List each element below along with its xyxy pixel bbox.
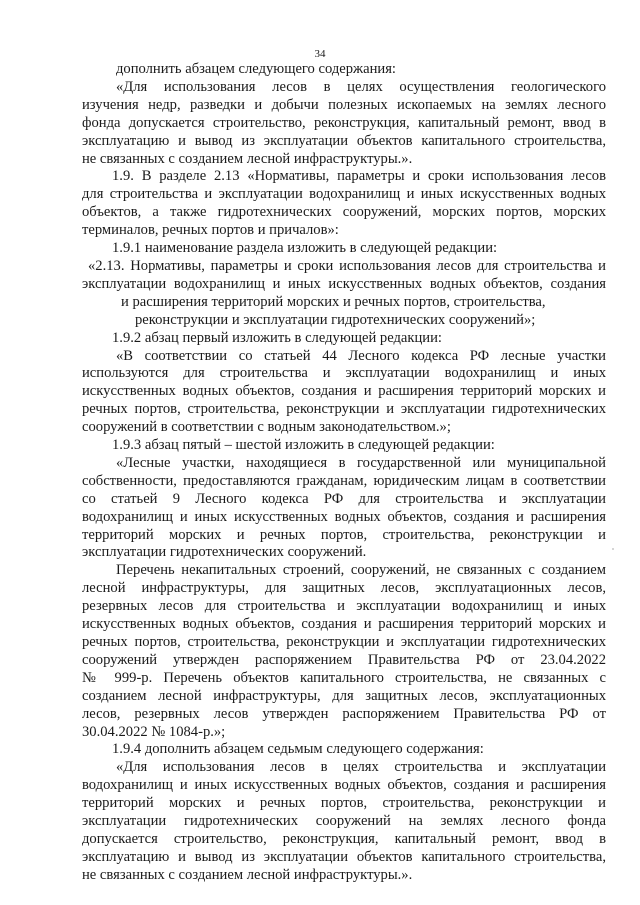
- document-body: [82, 61, 606, 885]
- text-line: эксплуатацию и вывод из эксплуатации объектов капитального строительства,: [82, 132, 606, 149]
- text-line: используются для строительства и эксплуатации водохранилищ и иных: [82, 365, 606, 382]
- text-line: не связанных с созданием лесной инфраструктуры.».: [82, 150, 413, 167]
- text-line: 1.9.1 наименование раздела изложить в следующей редакции:: [112, 240, 498, 257]
- text-line: 1.9.4 дополнить абзацем седьмым следующего содержания:: [112, 741, 484, 758]
- text-line: для строительства и эксплуатации водохранилищ и иных искусственных водных: [82, 186, 606, 203]
- page-number: 34: [314, 48, 326, 60]
- text-line: сооружений утвержден распоряжением Правительства РФ от 23.04.2022: [82, 651, 606, 668]
- text-line: со статьей 9 Лесного кодекса РФ для строительства и эксплуатации: [82, 490, 606, 507]
- text-line: искусственных водных объектов, создания и расширения территорий морских и: [82, 383, 606, 400]
- text-line: 1.9. В разделе 2.13 «Нормативы, параметры и сроки использования лесов: [112, 168, 606, 185]
- text-line: собственности, предоставляются гражданам, юридическим лицам в соответствии: [82, 472, 606, 489]
- text-line: «Лесные участки, находящиеся в государственной или муниципальной: [116, 454, 606, 471]
- text-line: эксплуатации водохранилищ и иных искусственных водных объектов, создания: [82, 275, 606, 292]
- text-line: сооружений в соответствии с водным законодательством.»;: [82, 419, 451, 436]
- text-line: объектов, а также гидротехнических сооружений, морских портов, морских: [82, 204, 606, 221]
- text-line: 30.04.2022 № 1084-р.»;: [82, 723, 226, 740]
- text-line: территорий морских и речных портов, строительства, реконструкции и: [82, 795, 606, 812]
- text-line: речных портов, строительства, реконструкции и эксплуатации гидротехнических: [82, 634, 606, 650]
- text-line: фонда допускается строительство, реконструкция, капитальный ремонт, ввод в: [82, 114, 606, 131]
- text-line: лесов, резервных лесов утвержден распоряжением Правительства РФ от: [82, 705, 606, 722]
- text-line: № 999-р. Перечень объектов капитального строительства, не связанных с: [82, 669, 606, 686]
- text-line: и расширения территорий морских и речных портов, строительства,: [121, 293, 546, 310]
- text-line: эксплуатации гидротехнических сооружений.: [82, 544, 367, 561]
- text-line: Перечень некапитальных строений, сооружений, не связанных с созданием: [116, 562, 606, 579]
- text-line: изучения недр, разведки и добычи полезных ископаемых на землях лесного: [82, 96, 606, 113]
- text-line: созданием лесной инфраструктуры, для защитных лесов, эксплуатационных: [82, 687, 606, 704]
- text-line: территорий морских и речных портов, строительства, реконструкции и: [82, 526, 606, 543]
- text-line: резервных лесов для строительства и эксплуатации водохранилищ и иных: [82, 598, 606, 615]
- text-line: искусственных водных объектов, создания и расширения территорий морских и: [82, 616, 606, 633]
- text-line: 1.9.3 абзац пятый – шестой изложить в следующей редакции:: [112, 437, 495, 454]
- text-line: терминалов, речных портов и причалов»:: [82, 222, 339, 239]
- text-line: водохранилищ и иных искусственных водных объектов, создания и расширения: [82, 508, 606, 525]
- text-line: не связанных с созданием лесной инфраструктуры.».: [82, 866, 413, 883]
- text-line: водохранилищ и иных искусственных водных объектов, создания и расширения: [82, 777, 606, 794]
- text-line: реконструкции и эксплуатации гидротехнических сооружений»;: [135, 311, 536, 328]
- scan-speck: [612, 548, 614, 550]
- text-line: речных портов, строительства, реконструкции и эксплуатации гидротехнических: [82, 401, 606, 418]
- text-line: эксплуатации гидротехнических сооружений на землях лесного фонда: [82, 813, 606, 830]
- text-line: «Для использования лесов в целях строительства и эксплуатации: [116, 759, 606, 776]
- text-line: 1.9.2 абзац первый изложить в следующей редакции:: [112, 329, 442, 346]
- text-line: «В соответствии со статьей 44 Лесного кодекса РФ лесные участки: [116, 347, 606, 364]
- text-line: лесной инфраструктуры, для защитных лесов, эксплуатационных лесов,: [82, 580, 606, 597]
- text-line: «Для использования лесов в целях осуществления геологического: [116, 78, 606, 95]
- text-line: дополнить абзацем следующего содержания:: [116, 61, 396, 77]
- text-line: допускается строительство, реконструкция, капитальный ремонт, ввод в: [82, 830, 606, 847]
- text-line: «2.13. Нормативы, параметры и сроки использования лесов для строительства и: [88, 257, 606, 274]
- text-line: эксплуатацию и вывод из эксплуатации объектов капитального строительства,: [82, 848, 606, 865]
